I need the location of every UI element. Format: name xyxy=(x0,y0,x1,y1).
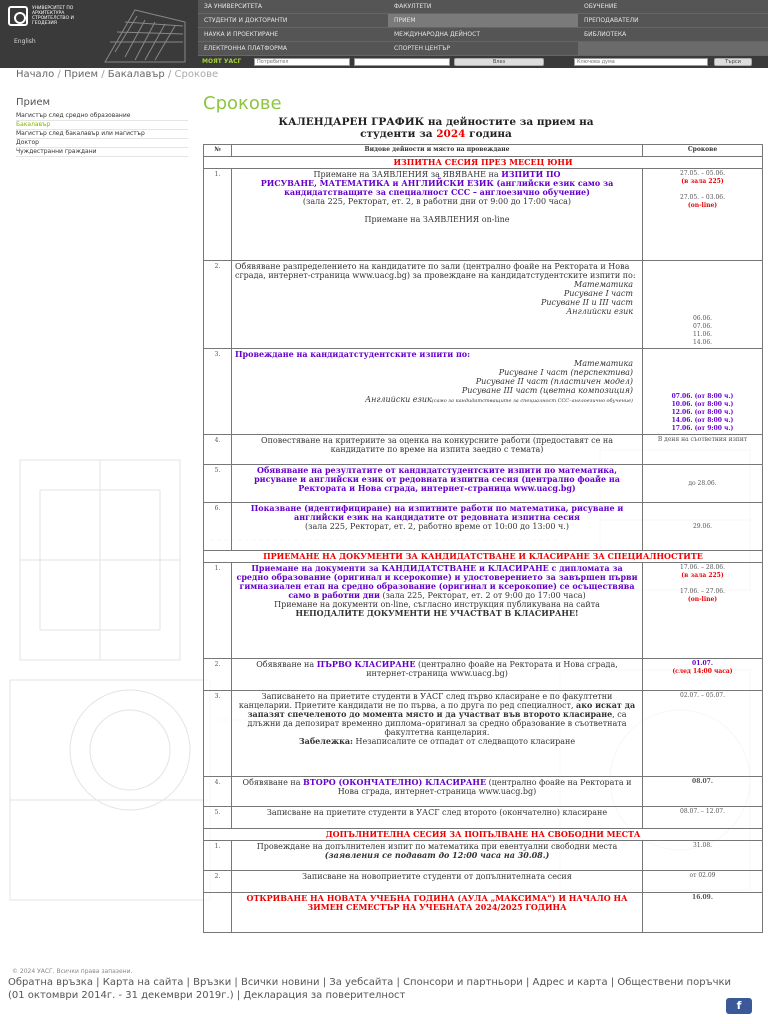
calendar-heading xyxy=(210,116,662,140)
my-uasg-label: МОЯТ УАСГ xyxy=(202,58,242,65)
text: (централно фоайе на Ректората и Нова сграда, интернет-страница www.uacg.bg) xyxy=(337,778,632,796)
row-dates: до 28.06. xyxy=(643,465,763,503)
text: (зала 225, Ректорат, ет. 2, работно време от 10:00 до 13:00 ч.) xyxy=(305,522,569,531)
facebook-icon[interactable]: f xyxy=(726,998,752,1014)
text: Приемане на документи за КАНДИДАТСТВАНЕ и КЛАСИРАНЕ с дипломата за средно образование (оригинал и ксерокопие) и удостоверението за завършен първи гимназиален етап на средно образование (оригинал и ксерокопие) се осъществява само в работни дни xyxy=(236,563,638,600)
language-switch[interactable]: English xyxy=(14,38,36,45)
table-row xyxy=(204,659,763,691)
keyword-search-input[interactable] xyxy=(574,58,708,66)
breadcrumb-bachelor[interactable]: Бакалавър xyxy=(107,69,165,80)
row-number: 1. xyxy=(204,169,232,261)
heading-line1: КАЛЕНДАРЕН ГРАФИК на дейностите за прием на xyxy=(278,116,594,128)
date: 17.06. (от 9:00 ч.) xyxy=(671,425,734,432)
subject: Рисуване II част (пластичен модел) xyxy=(475,377,633,386)
subject: Рисуване I част xyxy=(563,289,633,298)
footer-link-sitemap[interactable]: Карта на сайта xyxy=(102,977,184,988)
footer-link-address[interactable]: Адрес и карта xyxy=(532,977,608,988)
nav-science[interactable]: НАУКА И ПРОЕКТИРАНЕ xyxy=(198,28,388,42)
row-activity xyxy=(232,503,643,551)
table-row xyxy=(204,435,763,465)
table-row xyxy=(204,349,763,435)
text: Провеждане на кандидатстудентските изпити по: xyxy=(235,349,471,359)
text: , са длъжни да депозират временно диплома–оригинал за средно образование в съответната факултетна канцелария. xyxy=(247,710,627,737)
date: 14.06. (от 8:00 ч.) xyxy=(671,417,734,424)
schedule-table xyxy=(203,144,763,933)
row-activity xyxy=(232,841,643,871)
row-number: 6. xyxy=(204,503,232,551)
row-dates: 31.08. xyxy=(643,841,763,871)
text: (заявления се подават до 12:00 часа на 30.08.) xyxy=(324,850,550,860)
row-activity xyxy=(232,261,643,349)
date: 14.06. xyxy=(692,339,713,346)
username-input[interactable] xyxy=(254,58,350,66)
date-note: (след 14:00 часа) xyxy=(672,668,733,675)
footer-link-news[interactable]: Всички новини xyxy=(240,977,320,988)
text: Приемане на ЗАЯВЛЕНИЯ за ЯВЯВАНЕ на xyxy=(313,170,499,179)
date-note: (on-line) xyxy=(687,596,718,603)
subject: Английски език xyxy=(365,395,432,404)
row-dates xyxy=(643,169,763,261)
row-dates xyxy=(643,349,763,435)
text: Приемане на ЗАЯВЛЕНИЯ on-line xyxy=(364,215,510,224)
subject: Математика xyxy=(574,280,633,289)
row-number: 2. xyxy=(204,659,232,691)
site-header xyxy=(0,0,768,68)
text: Приемане на документи on-line, съгласно инструкция публикувана на сайта xyxy=(274,600,600,609)
nav-students[interactable]: СТУДЕНТИ И ДОКТОРАНТИ xyxy=(198,14,388,28)
row-activity: Оповестяване на критериите за оценка на конкурсните работи (предоставят се на кандидатите по време на изпита заедно с темата) xyxy=(232,435,643,465)
nav-eplatform[interactable]: ЕЛЕКТРОННА ПЛАТФОРМА xyxy=(198,42,388,56)
uasg-logo-icon xyxy=(8,6,28,26)
row-dates: 08.07. – 12.07. xyxy=(643,807,763,829)
breadcrumb-home[interactable]: Начало xyxy=(16,69,55,80)
section-row xyxy=(204,551,763,563)
text: РИСУВАНЕ, МАТЕМАТИКА и АНГЛИЙСКИ ЕЗИК (английски език само за кандидатстващите за специалност ССС – англоезично обучение) xyxy=(260,178,614,197)
date-note: (on-line) xyxy=(687,202,718,209)
text: (централно фоайе на Ректората и Нова сграда, интернет-страница www.uacg.bg) xyxy=(366,660,618,678)
date: 01.07. xyxy=(692,660,713,667)
nav-admission[interactable]: ПРИЕМ xyxy=(388,14,578,28)
section-title-june: ИЗПИТНА СЕСИЯ ПРЕЗ МЕСЕЦ ЮНИ xyxy=(204,157,763,169)
table-row xyxy=(204,841,763,871)
text: Показване (идентифициране) на изпитните работи по математика, рисуване и английски език на кандидатите от редовната изпитна сесия xyxy=(250,503,624,522)
row-number: 4. xyxy=(204,777,232,807)
table-row xyxy=(204,261,763,349)
footer-link-links[interactable]: Връзки xyxy=(193,977,232,988)
row-number: 2. xyxy=(204,261,232,349)
nav-education[interactable]: ОБУЧЕНИЕ xyxy=(578,0,768,14)
footer-link-sponsors[interactable]: Спонсори и партньори xyxy=(403,977,523,988)
text: ако искат да запазят спечеленото до момента място и да участват във второто класиране xyxy=(247,700,636,719)
text: Обявяване на xyxy=(242,778,301,787)
section-title-documents: ПРИЕМАНЕ НА ДОКУМЕНТИ ЗА КАНДИДАТСТВАНЕ И КЛАСИРАНЕ ЗА СПЕЦИАЛНОСТИТЕ xyxy=(204,551,763,563)
date: 11.06. xyxy=(692,331,713,338)
copyright: © 2024 УАСГ. Всички права запазени. xyxy=(12,968,133,975)
row-activity xyxy=(232,659,643,691)
footer-links: Обратна връзка | Карта на сайта | Връзки | Всички новини | За уебсайта | Спонсори и партньори | Адрес и карта | Обществени поръчки (01 октомври 2014г. - 31 декември 2019г.) | Декларация за поверителност xyxy=(8,977,732,1001)
sidebar-item-master-after-bachelor[interactable]: Магистър след бакалавър или магистър xyxy=(16,130,188,139)
col-num-header: № xyxy=(204,145,232,157)
text: ИЗПИТИ ПО xyxy=(501,169,561,179)
text: (зала 225, Ректорат, ет. 2 от 9:00 до 17:00 часа) xyxy=(382,591,586,600)
section-row xyxy=(204,157,763,169)
sidebar-item-master-after-secondary[interactable]: Магистър след средно образование xyxy=(16,112,188,121)
text: Забележка: xyxy=(298,736,353,746)
row-dates xyxy=(643,563,763,659)
table-row xyxy=(204,169,763,261)
text: Обявяване на xyxy=(256,660,315,669)
table-row xyxy=(204,893,763,933)
text: (зала 225, Ректорат, ет. 2, в работни дни от 9:00 до 17:00 часа) xyxy=(302,197,572,206)
row-number: 3. xyxy=(204,691,232,777)
row-dates: 08.07. xyxy=(643,777,763,807)
table-header-row xyxy=(204,145,763,157)
text: Обявяване разпределението на кандидатите по зали (централно фоайе на Ректората и Нова сграда, интернет-страница www.uacg.bg) за провеждане на кандидатстудентските изпити по: xyxy=(235,262,636,280)
sidebar-item-doctor[interactable]: Доктор xyxy=(16,139,188,148)
logo-text: УНИВЕРСИТЕТ ПО АРХИТЕКТУРА СТРОИТЕЛСТВО И ГЕОДЕЗИЯ xyxy=(32,6,74,26)
breadcrumb-separator: / xyxy=(57,69,61,80)
row-activity xyxy=(232,691,643,777)
date: 10.06. (от 8:00 ч.) xyxy=(671,401,734,408)
user-bar xyxy=(198,56,768,68)
date: 27.05. – 03.06. xyxy=(680,194,725,201)
text: НЕПОДАЛИТЕ ДОКУМЕНТИ НЕ УЧАСТВАТ В КЛАСИРАНЕ! xyxy=(295,608,579,618)
sidebar-item-foreigners[interactable]: Чуждестранни граждани xyxy=(16,148,188,157)
date: 07.06. (от 8:00 ч.) xyxy=(671,393,734,400)
table-row xyxy=(204,777,763,807)
login-button[interactable]: Влез xyxy=(454,58,544,66)
heading-year: 2024 xyxy=(436,128,466,140)
date: 07.06. xyxy=(692,323,713,330)
row-dates: В деня на съответния изпит xyxy=(643,435,763,465)
row-number: 5. xyxy=(204,465,232,503)
table-row xyxy=(204,563,763,659)
row-number: 1. xyxy=(204,563,232,659)
footer-link-procurement[interactable]: Обществени поръчки (01 октомври 2014г. - 31 декември 2019г.) xyxy=(8,977,732,1001)
table-row xyxy=(204,503,763,551)
text: ВТОРО (ОКОНЧАТЕЛНО) КЛАСИРАНЕ xyxy=(303,777,487,787)
table-row xyxy=(204,691,763,777)
breadcrumb-current: Срокове xyxy=(174,69,219,80)
row-activity: ОТКРИВАНЕ НА НОВАТА УЧЕБНА ГОДИНА (АУЛА „МАКСИМА“) И НАЧАЛО НА ЗИМЕН СЕМЕСТЪР НА УЧЕБНАТА 2024/2025 ГОДИНА xyxy=(232,893,643,933)
breadcrumb-separator: / xyxy=(167,69,172,80)
sidebar-item-bachelor[interactable]: Бакалавър xyxy=(16,121,188,130)
row-number: 5. xyxy=(204,807,232,829)
table-row xyxy=(204,465,763,503)
row-number xyxy=(204,893,232,933)
search-button[interactable]: Търси xyxy=(714,58,752,66)
subject: Английски език xyxy=(566,307,633,316)
breadcrumb-admission[interactable]: Прием xyxy=(63,69,99,80)
date: 17.06. – 28.06. xyxy=(680,564,725,571)
sidebar xyxy=(16,112,188,157)
row-dates: 29.06. xyxy=(643,503,763,551)
col-dates-header: Срокове xyxy=(643,145,763,157)
row-activity: Обявяване на резултатите от кандидатстудентските изпити по математика, рисуване и английски език от редовната изпитна сесия (централно фоайе на Ректората и Нова сграда, интернет-страница www.uacg.bg) xyxy=(232,465,643,503)
col-activity-header: Видове дейности и място на провеждане xyxy=(232,145,643,157)
footer-link-privacy[interactable]: Декларация за поверителност xyxy=(243,990,406,1001)
date-note: (в зала 225) xyxy=(681,178,724,185)
nav-library[interactable]: БИБЛИОТЕКА xyxy=(578,28,768,42)
row-activity xyxy=(232,563,643,659)
row-activity: Записване на новоприетите студенти от допълнителната сесия xyxy=(232,871,643,893)
footer-link-feedback[interactable]: Обратна връзка xyxy=(8,977,93,988)
password-input[interactable] xyxy=(354,58,450,66)
row-activity xyxy=(232,169,643,261)
text: Провеждане на допълнителен изпит по математика при евентуални свободни места xyxy=(256,842,618,851)
heading-line2: студенти за xyxy=(360,128,433,140)
text: Записването на приетите студенти в УАСГ след първо класиране е по факултетни канцеларии. Приетите кандидати не по първа, а по друга по ред специалност, xyxy=(238,692,613,710)
breadcrumb-separator: / xyxy=(101,69,105,80)
note: (само за кандидатстващите за специалност ССС–англоезично обучение) xyxy=(431,398,633,404)
row-number: 1. xyxy=(204,841,232,871)
date-note: (в зала 225) xyxy=(681,572,724,579)
subject: Рисуване II и III част xyxy=(540,298,633,307)
nav-empty xyxy=(578,42,768,56)
row-dates xyxy=(643,261,763,349)
section-title-additional: ДОПЪЛНИТЕЛНА СЕСИЯ ЗА ПОПЪЛВАНЕ НА СВОБОДНИ МЕСТА xyxy=(204,829,763,841)
date: 27.05. – 05.06. xyxy=(680,170,725,177)
nav-sports[interactable]: СПОРТЕН ЦЕНТЪР xyxy=(388,42,578,56)
row-number: 2. xyxy=(204,871,232,893)
subject: Рисуване III част (цветна композиция) xyxy=(461,386,633,395)
footer-link-about-site[interactable]: За уебсайта xyxy=(329,977,394,988)
date: 12.06. (от 8:00 ч.) xyxy=(671,409,734,416)
nav-international[interactable]: МЕЖДУНАРОДНА ДЕЙНОСТ xyxy=(388,28,578,42)
subject: Рисуване I част (перспектива) xyxy=(498,368,633,377)
main-nav xyxy=(198,0,768,56)
row-number: 4. xyxy=(204,435,232,465)
date: 17.06. – 27.06. xyxy=(680,588,725,595)
heading-line3: година xyxy=(469,128,512,140)
row-activity: Записване на приетите студенти в УАСГ след второто (окончателно) класиране xyxy=(232,807,643,829)
row-activity xyxy=(232,349,643,435)
nav-about[interactable]: ЗА УНИВЕРСИТЕТА xyxy=(198,0,388,14)
text: ПЪРВО КЛАСИРАНЕ xyxy=(316,659,416,669)
row-dates xyxy=(643,659,763,691)
table-row xyxy=(204,871,763,893)
breadcrumb xyxy=(16,68,218,82)
row-dates: 16.09. xyxy=(643,893,763,933)
building-illustration-icon xyxy=(95,2,195,66)
row-dates: 02.07. – 05.07. xyxy=(643,691,763,777)
section-row xyxy=(204,829,763,841)
page-title: Срокове xyxy=(203,93,282,114)
text: Незаписалите се отпадат от следващото класиране xyxy=(355,737,576,746)
row-activity xyxy=(232,777,643,807)
row-number: 3. xyxy=(204,349,232,435)
subject: Математика xyxy=(574,359,633,368)
date: 06.06. xyxy=(692,315,713,322)
table-row xyxy=(204,807,763,829)
nav-lecturers[interactable]: ПРЕПОДАВАТЕЛИ xyxy=(578,14,768,28)
sidebar-title: Прием xyxy=(16,97,51,108)
logo-block[interactable] xyxy=(0,0,198,68)
nav-faculties[interactable]: ФАКУЛТЕТИ xyxy=(388,0,578,14)
row-dates: от 02.09 xyxy=(643,871,763,893)
